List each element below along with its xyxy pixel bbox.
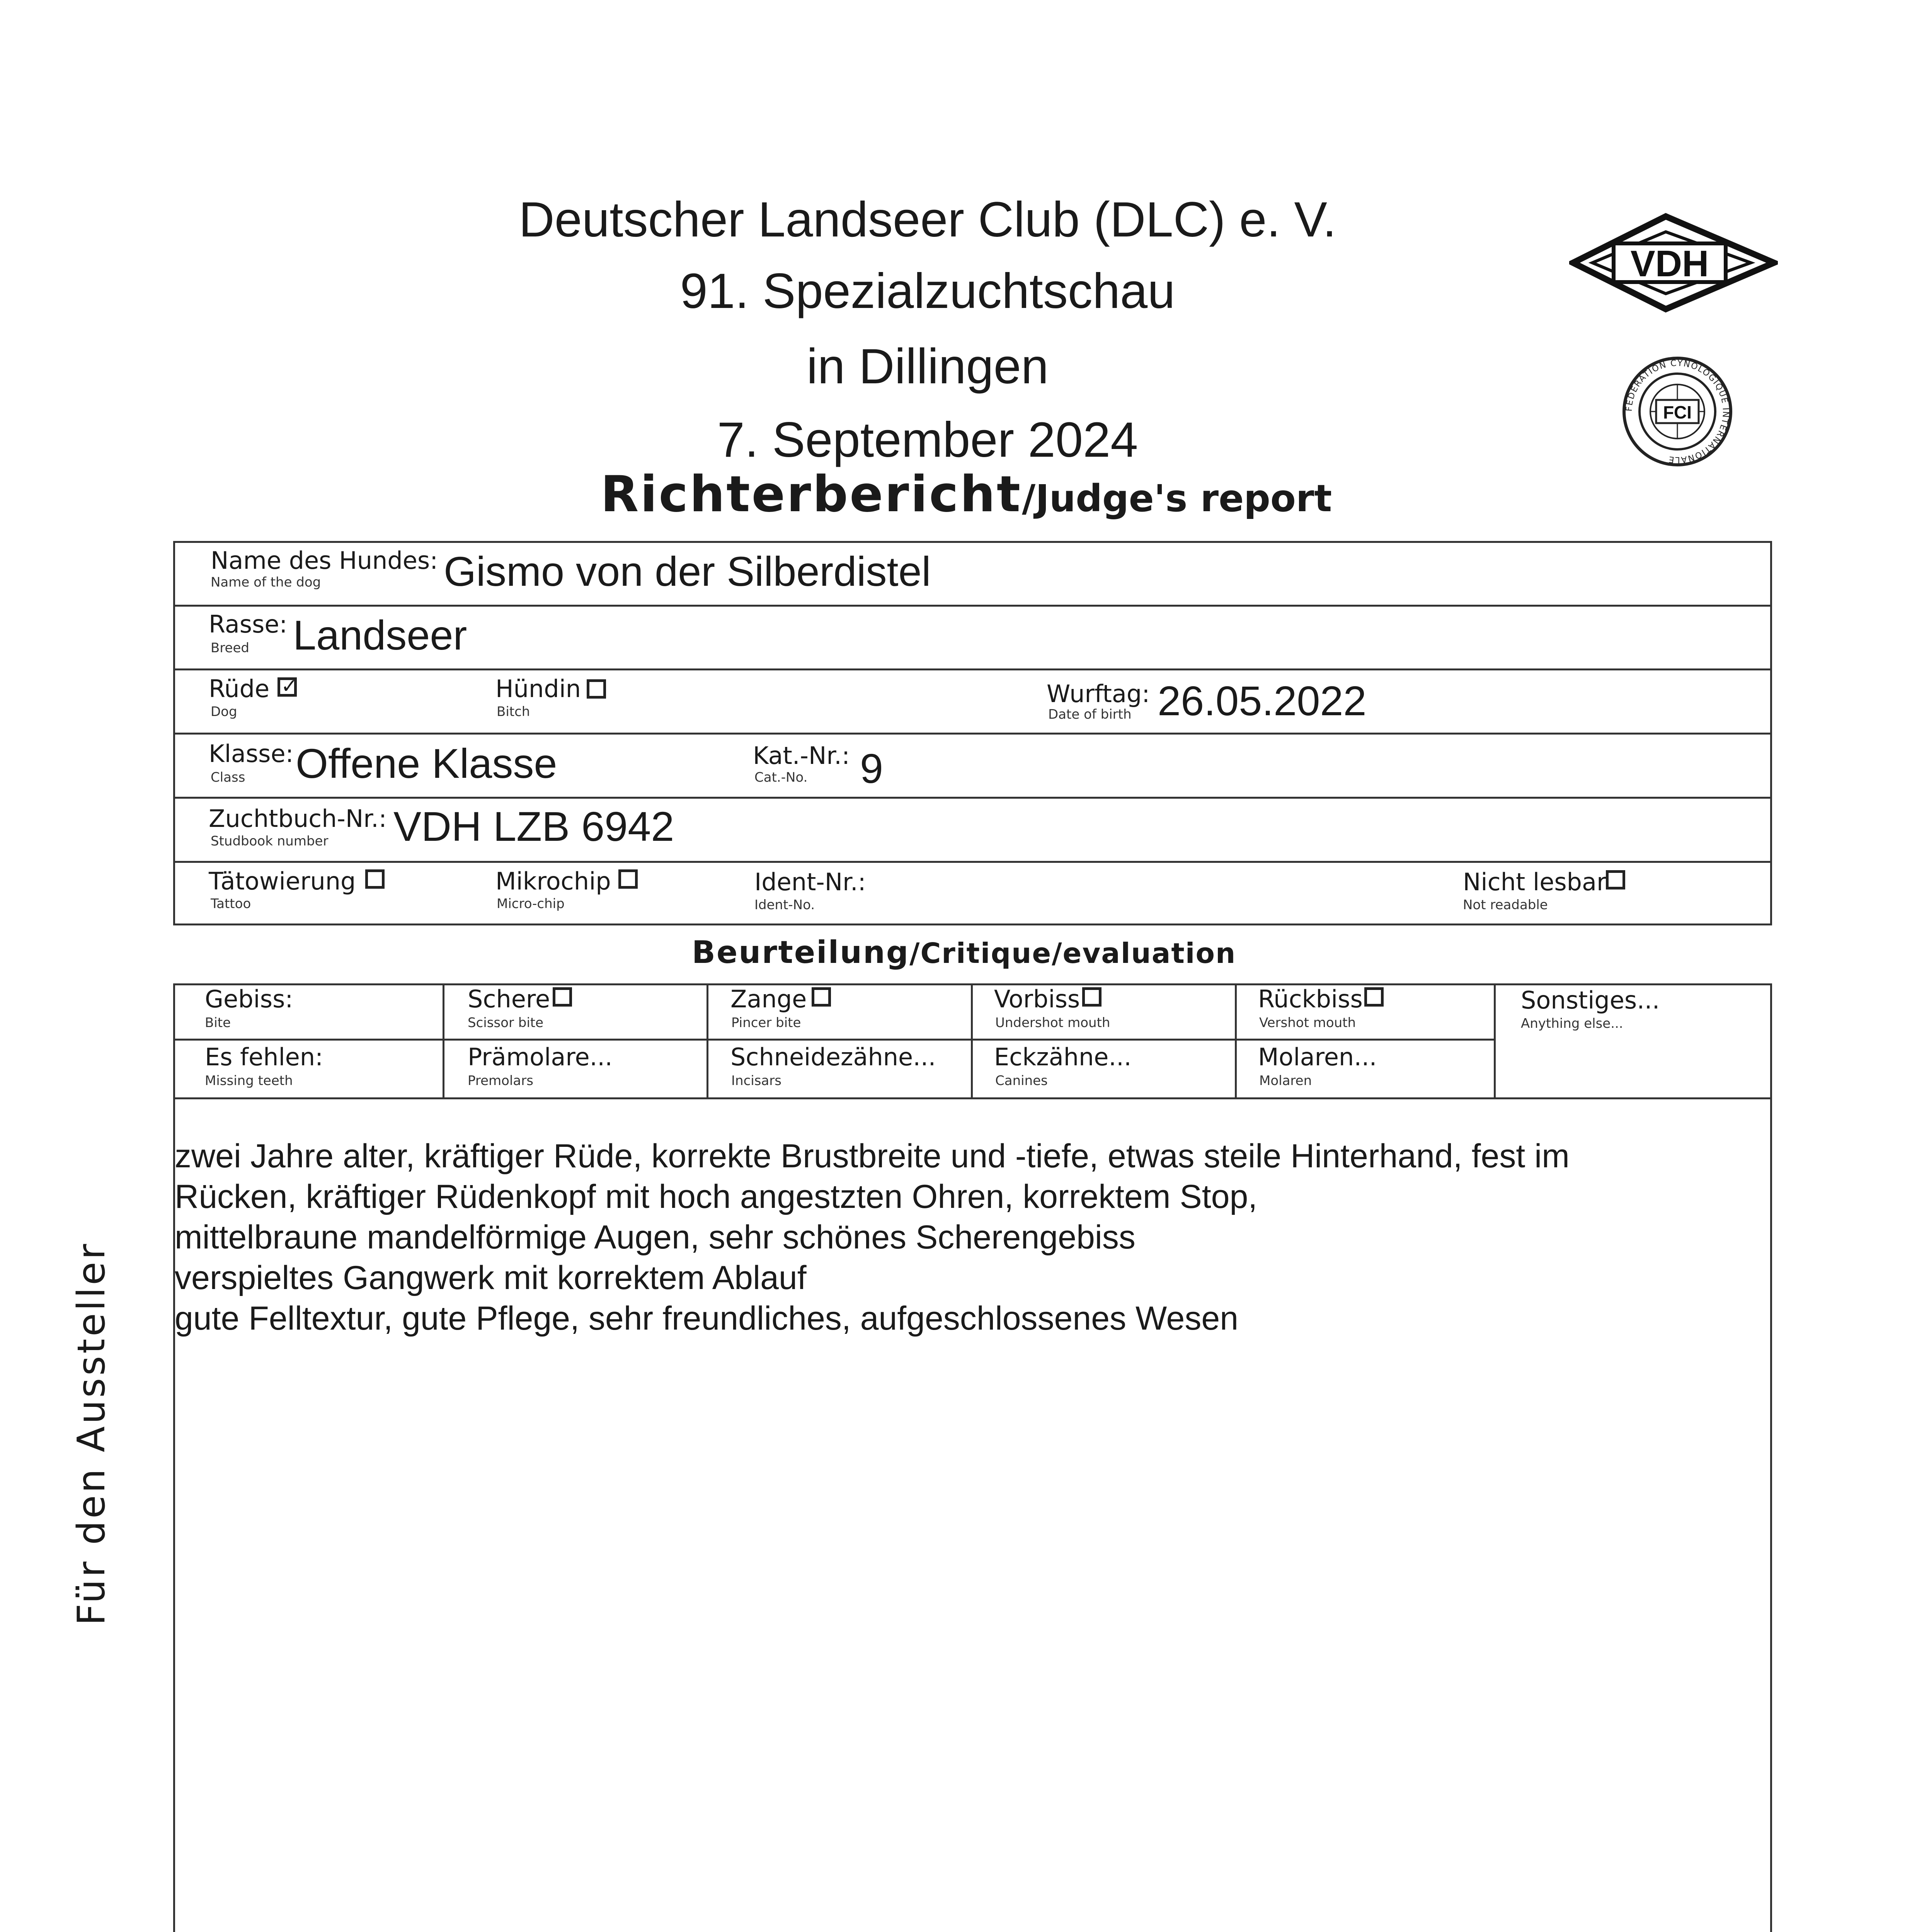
unreadable-checkbox[interactable] bbox=[1606, 870, 1625, 889]
scissor-label: Schere bbox=[468, 985, 550, 1013]
show-date: 7. September 2024 bbox=[717, 412, 1138, 468]
female-sublabel: Bitch bbox=[497, 704, 530, 719]
scissor-checkbox[interactable] bbox=[553, 987, 572, 1007]
critique-heading-en: /Critique/evaluation bbox=[909, 937, 1236, 969]
exhibitor-copy-label: Für den Aussteller bbox=[70, 1242, 114, 1626]
premolars-sublabel: Premolars bbox=[468, 1073, 533, 1088]
catno-sublabel: Cat.-No. bbox=[754, 770, 808, 785]
undershot-checkbox[interactable] bbox=[1082, 987, 1102, 1007]
other-bite-sublabel: Anything else... bbox=[1521, 1016, 1623, 1031]
class-sublabel: Class bbox=[211, 770, 245, 785]
club-name: Deutscher Landseer Club (DLC) e. V. bbox=[519, 192, 1336, 247]
fci-ring-text: FEDERATION CYNOLOGIQUE INTERNATIONALE bbox=[1624, 358, 1731, 465]
critique-text bbox=[175, 1136, 1759, 1339]
vdh-logo bbox=[1569, 213, 1778, 313]
studbook-label: Zuchtbuch-Nr.: bbox=[209, 804, 387, 833]
missing-teeth-label: Es fehlen: bbox=[205, 1043, 323, 1071]
chip-checkbox[interactable] bbox=[618, 869, 638, 889]
critique-line: mittelbraune mandelförmige Augen, sehr schönes Scherengebiss bbox=[175, 1219, 1136, 1256]
male-sublabel: Dog bbox=[211, 704, 237, 719]
class-label: Klasse: bbox=[209, 740, 294, 768]
female-checkbox[interactable] bbox=[587, 679, 606, 699]
unreadable-sublabel: Not readable bbox=[1463, 897, 1548, 913]
dog-name-value: Gismo von der Silberdistel bbox=[444, 548, 931, 595]
ident-sublabel: Ident-No. bbox=[754, 897, 815, 913]
critique-box bbox=[173, 983, 1772, 1932]
overshot-label: Rückbiss bbox=[1258, 985, 1363, 1013]
critique-line: verspieltes Gangwerk mit korrektem Ablauf bbox=[175, 1259, 807, 1296]
bite-sublabel: Bite bbox=[205, 1015, 231, 1031]
critique-line: gute Felltextur, gute Pflege, sehr freundliches, aufgeschlossenes Wesen bbox=[175, 1300, 1239, 1337]
premolars-label: Prämolare... bbox=[468, 1043, 613, 1071]
studbook-sublabel: Studbook number bbox=[211, 833, 329, 849]
tattoo-sublabel: Tattoo bbox=[211, 896, 251, 912]
incisors-label: Schneidezähne... bbox=[730, 1043, 936, 1071]
tattoo-label: Tätowierung bbox=[209, 867, 356, 895]
fci-logo bbox=[1619, 354, 1735, 469]
pincer-sublabel: Pincer bite bbox=[731, 1015, 801, 1031]
overshot-sublabel: Vershot mouth bbox=[1259, 1015, 1356, 1031]
catno-label: Kat.-Nr.: bbox=[753, 742, 850, 770]
scissor-sublabel: Scissor bite bbox=[468, 1015, 544, 1031]
breed-sublabel: Breed bbox=[211, 640, 249, 656]
dog-name-sublabel: Name of the dog bbox=[211, 575, 321, 590]
molars-sublabel: Molaren bbox=[1259, 1073, 1312, 1088]
dob-value: 26.05.2022 bbox=[1158, 677, 1367, 724]
report-title-en: /Judge's report bbox=[1022, 477, 1332, 520]
critique-line: Rücken, kräftiger Rüdenkopf mit hoch angestzten Ohren, korrektem Stop, bbox=[175, 1178, 1258, 1215]
pincer-checkbox[interactable] bbox=[812, 987, 831, 1007]
pincer-label: Zange bbox=[730, 985, 807, 1013]
dob-sublabel: Date of birth bbox=[1048, 707, 1132, 722]
ident-label: Ident-Nr.: bbox=[754, 868, 866, 896]
tattoo-checkbox[interactable] bbox=[365, 869, 385, 889]
catno-value: 9 bbox=[860, 745, 884, 792]
vdh-logo-text: VDH bbox=[1630, 243, 1709, 284]
undershot-sublabel: Undershot mouth bbox=[995, 1015, 1110, 1031]
fci-logo-text: FCI bbox=[1663, 402, 1692, 422]
unreadable-label: Nicht lesbar bbox=[1463, 868, 1607, 896]
chip-sublabel: Micro-chip bbox=[497, 896, 565, 912]
show-name: 91. Spezialzuchtschau bbox=[680, 264, 1175, 319]
dob-label: Wurftag: bbox=[1047, 680, 1150, 708]
overshot-checkbox[interactable] bbox=[1364, 987, 1384, 1007]
incisors-sublabel: Incisars bbox=[731, 1073, 781, 1088]
report-title-de: Richterbericht bbox=[600, 466, 1022, 523]
show-location: in Dillingen bbox=[806, 339, 1049, 394]
dog-name-label: Name des Hundes: bbox=[211, 546, 438, 575]
canines-sublabel: Canines bbox=[995, 1073, 1048, 1088]
chip-label: Mikrochip bbox=[495, 867, 611, 895]
report-title bbox=[502, 466, 1430, 523]
male-checkbox[interactable] bbox=[278, 677, 297, 697]
canines-label: Eckzähne... bbox=[994, 1043, 1132, 1071]
breed-value: Landseer bbox=[293, 612, 467, 658]
undershot-label: Vorbiss bbox=[994, 985, 1080, 1013]
critique-line: zwei Jahre alter, kräftiger Rüde, korrekte Brustbreite und -tiefe, etwas steile Hinterhand, fest im bbox=[175, 1138, 1570, 1175]
critique-heading-de: Beurteilung bbox=[692, 934, 910, 970]
breed-label: Rasse: bbox=[209, 610, 288, 638]
other-bite-label: Sonstiges... bbox=[1521, 986, 1660, 1014]
bite-label: Gebiss: bbox=[205, 985, 293, 1013]
class-value: Offene Klasse bbox=[296, 740, 557, 787]
missing-teeth-sublabel: Missing teeth bbox=[205, 1073, 293, 1088]
male-label: Rüde bbox=[209, 675, 270, 703]
female-label: Hündin bbox=[495, 675, 581, 703]
molars-label: Molaren... bbox=[1258, 1043, 1377, 1071]
critique-heading bbox=[692, 934, 1310, 970]
studbook-value: VDH LZB 6942 bbox=[393, 803, 674, 850]
